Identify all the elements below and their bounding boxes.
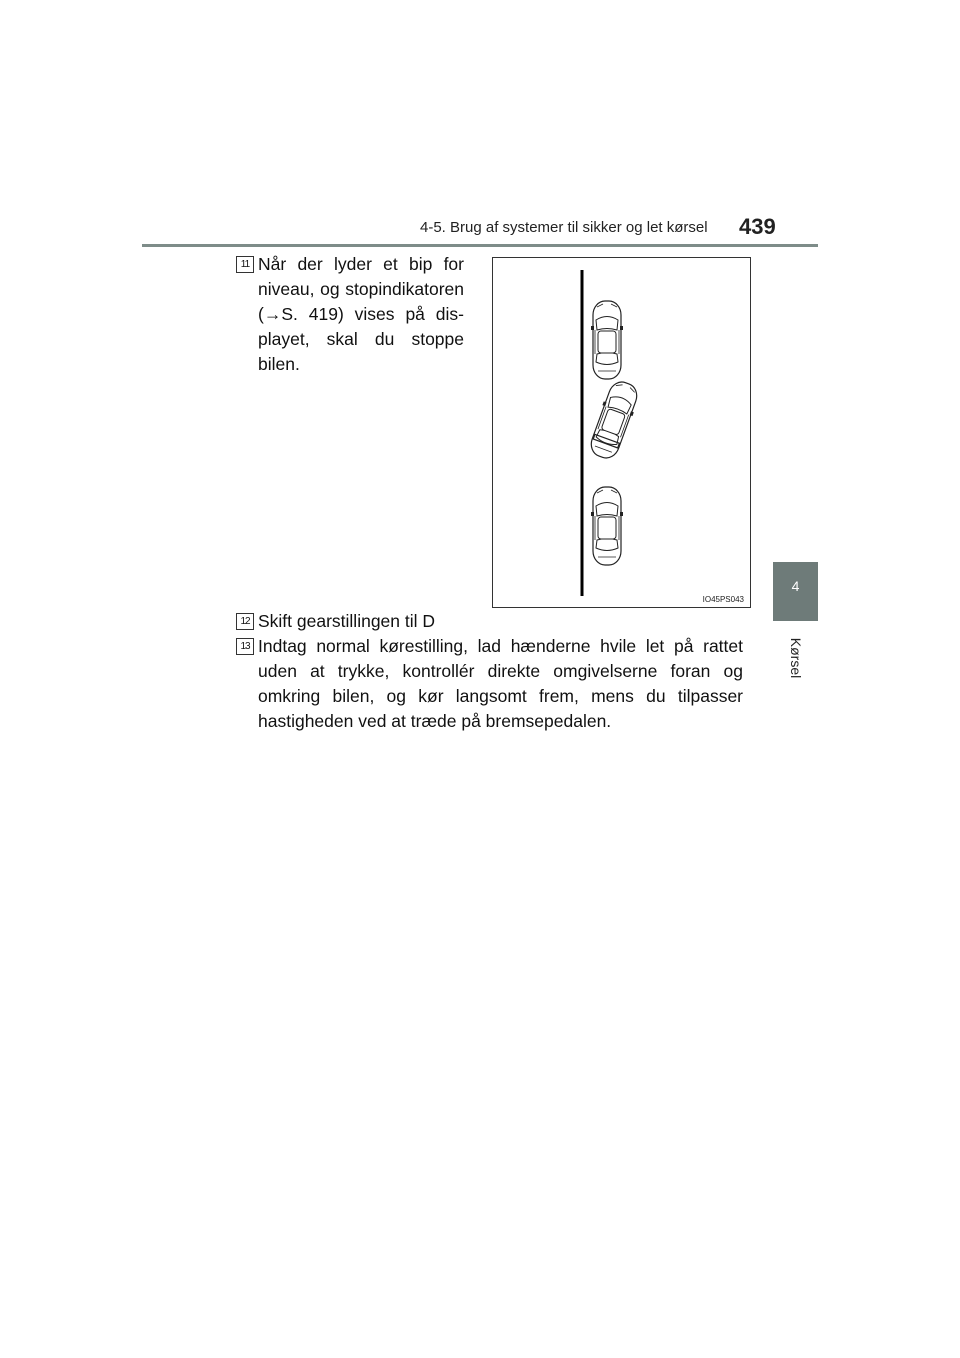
- page-number: 439: [739, 214, 776, 239]
- car-rear: [591, 487, 623, 565]
- figure-code: IO45PS043: [702, 595, 744, 604]
- step-badge-11: 11: [236, 256, 254, 273]
- car-parking: [586, 378, 643, 462]
- step-badge-13: 13: [236, 638, 254, 655]
- chapter-number: 4: [791, 578, 800, 594]
- car-front: [591, 301, 623, 379]
- chapter-label: Kørsel: [788, 637, 804, 679]
- chapter-tab[interactable]: [773, 562, 818, 621]
- parking-diagram: [493, 258, 750, 607]
- step-text-12: Skift gearstillingen til D: [258, 611, 436, 631]
- step-badge-12: 12: [236, 613, 254, 630]
- step-text-13: Indtag normal kørestilling, lad hænderne hvile let på rattet uden at trykke, kontrollér direkte omgivelserne foran og omkring bilen, og kør langsomt frem, mens du tilpasser hastigheden ved at træde på bremsepedalen.: [258, 636, 743, 731]
- header-rule: [142, 244, 818, 247]
- section-title: 4-5. Brug af systemer til sikker og let kørsel: [420, 219, 708, 236]
- step-text-11: Når der lyder et bip for niveau, og stopindikatoren (→S. 419) vises på dis-playet, skal du stoppe bilen.: [258, 254, 464, 374]
- parking-figure: [492, 257, 751, 608]
